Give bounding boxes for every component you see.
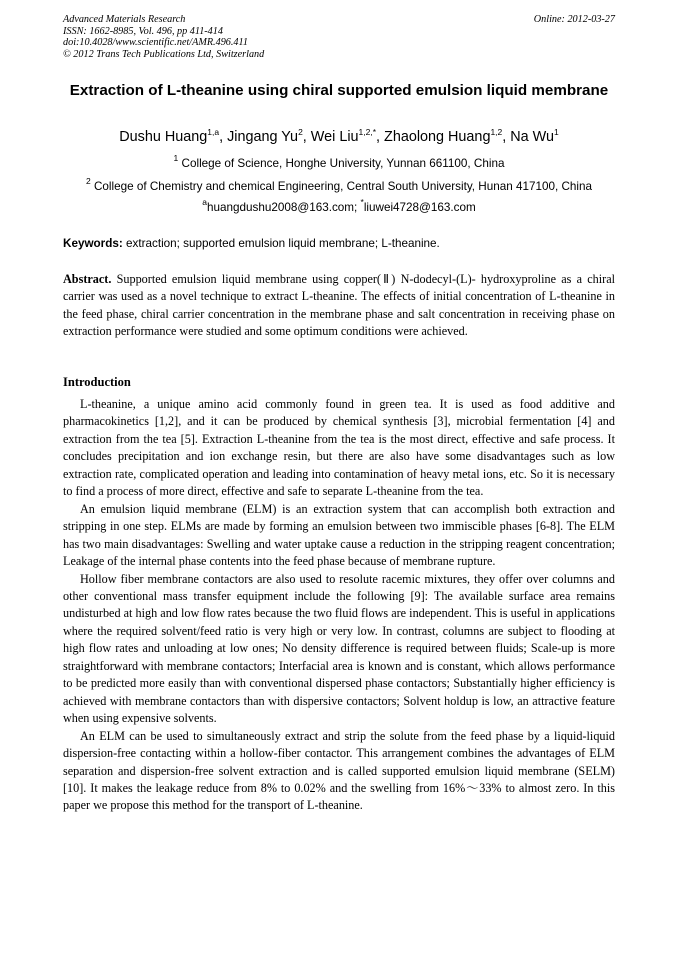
email-link[interactable]: liuwei4728@163.com xyxy=(363,201,476,214)
affiliation-mark: 2 xyxy=(85,176,91,186)
introduction-body xyxy=(63,396,615,815)
author-affiliation-mark: 2 xyxy=(298,127,303,137)
author-emails xyxy=(40,197,638,215)
journal-copyright: © 2012 Trans Tech Publications Ltd, Switzerland xyxy=(63,48,265,60)
affiliation-text: College of Science, Honghe University, Yunnan 661100, China xyxy=(181,157,505,170)
email-mark: * xyxy=(360,197,364,207)
abstract-label: Abstract. xyxy=(63,272,112,286)
paragraph: L-theanine, a unique amino acid commonly found in green tea. It is used as food additive and pharmacokinetics [1,2], and it can be produced by chemical synthesis [3], microbial fermentation [4] and extraction from the tea [5]. Extraction L-theanine from the tea is the most direct, effective and safe process. It concludes precipitation and ion exchange resin, but there are also have some disadvantages such as low extraction rate, complicated operation and leading into contamination of heavy metal ions, etc. So it is necessary to find a process of more direct, effective and safe to separate L-theanine from the tea. xyxy=(63,397,615,499)
author-affiliation-mark: 1 xyxy=(554,127,559,137)
paragraph: An ELM can be used to simultaneously extract and strip the solute from the feed phase by a liquid-liquid dispersion-free contacting within a hollow-fiber contactor. This arrangement combines the advantages of ELM separation and dispersion-free solvent extraction and is called supported emulsion liquid membrane (SELM) [10]. It makes the leakage reduce from 8% to 0.02% and the swelling from 16%～33% to almost zero. In this paper we propose this method for the transport of L-theanine. xyxy=(63,728,615,813)
journal-issn: ISSN: 1662-8985, Vol. 496, pp 411-414 xyxy=(63,25,223,37)
affiliation-1 xyxy=(40,153,638,171)
affiliation-2 xyxy=(40,176,638,194)
affiliation-mark: 1 xyxy=(173,153,179,163)
author-name: Zhaolong Huang xyxy=(384,129,491,145)
journal-header xyxy=(63,14,615,60)
abstract-text: Supported emulsion liquid membrane using copper(Ⅱ) N-dodecyl-(L)- hydroxyproline as a chiral carrier was used as a novel technique to extract L-theanine. The effects of initial concentration of L-theanine in the feed phase, chiral carrier concentration in the membrane phase and salt concentration in receiving phase on extraction performance were studied and some optimum conditions were achieved. xyxy=(63,272,615,339)
journal-doi: doi:10.4028/www.scientific.net/AMR.496.411 xyxy=(63,37,248,49)
author-affiliation-mark: 1,2,* xyxy=(358,127,377,137)
section-heading-introduction: Introduction xyxy=(63,375,131,389)
email-link[interactable]: huangdushu2008@163.com; xyxy=(206,201,361,214)
online-date: Online: 2012-03-27 xyxy=(533,14,615,25)
email-mark: a xyxy=(202,197,207,207)
keywords-text: extraction; supported emulsion liquid membrane; L-theanine. xyxy=(122,237,440,250)
author-list: Dushu Huang$^{1,a}$, Jingang Yu$^2$, Wei Liu$^{1,2,*}$, Zhaolong Huang$^{1,2}$, Na Wu$^1$ xyxy=(119,127,559,145)
affiliation-text: College of Chemistry and chemical Engineering, Central South University, Hunan 417100, China xyxy=(93,180,593,193)
author-name: Jingang Yu xyxy=(227,129,299,145)
keywords xyxy=(63,237,615,251)
abstract xyxy=(63,271,615,341)
author-affiliation-mark: 1,2 xyxy=(490,127,503,137)
paragraph: An emulsion liquid membrane (ELM) is an extraction system that can accomplish both extraction and stripping in one step. ELMs are made by forming an emulsion between two immiscible phases [6-8]. The ELM has two main disadvantages: Swelling and water uptake cause a reduction in the stripping reagent concentration; Leakage of the internal phase contents into the feed phase because of membrane rupture. xyxy=(63,501,615,569)
keywords-label: Keywords: xyxy=(63,237,123,250)
journal-name: Advanced Materials Research xyxy=(63,14,186,25)
author-name: Dushu Huang xyxy=(119,129,208,145)
author-name: Na Wu xyxy=(510,129,555,145)
author-name: Wei Liu xyxy=(310,129,359,145)
paper-title: Extraction of L-theanine using chiral supported emulsion liquid membrane xyxy=(69,82,609,99)
paragraph: Hollow fiber membrane contactors are also used to resolute racemic mixtures, they offer over columns and other conventional mass transfer equipment include the following [9]: The available surface area remains undisturbed at high and low flow rates because the two fluid flows are independent. This is useful in applications where the required solvent/feed ratio is very high or very low. In contrast, columns are subject to flooding at high flow rates and unloading at low ones; No density difference is required between fluids; Scale-up is more straightforward with membrane contactors; Interfacial area is known and is constant, which allows performance to be predicted more easily than with conventional dispersed phase contactors; Substantially higher efficiency is achieved with membrane contactors than with dispersive contactors; Solvent holdup is low, an attractive feature when using expensive solvents. xyxy=(63,571,615,726)
author-affiliation-mark: 1,a xyxy=(207,127,220,137)
